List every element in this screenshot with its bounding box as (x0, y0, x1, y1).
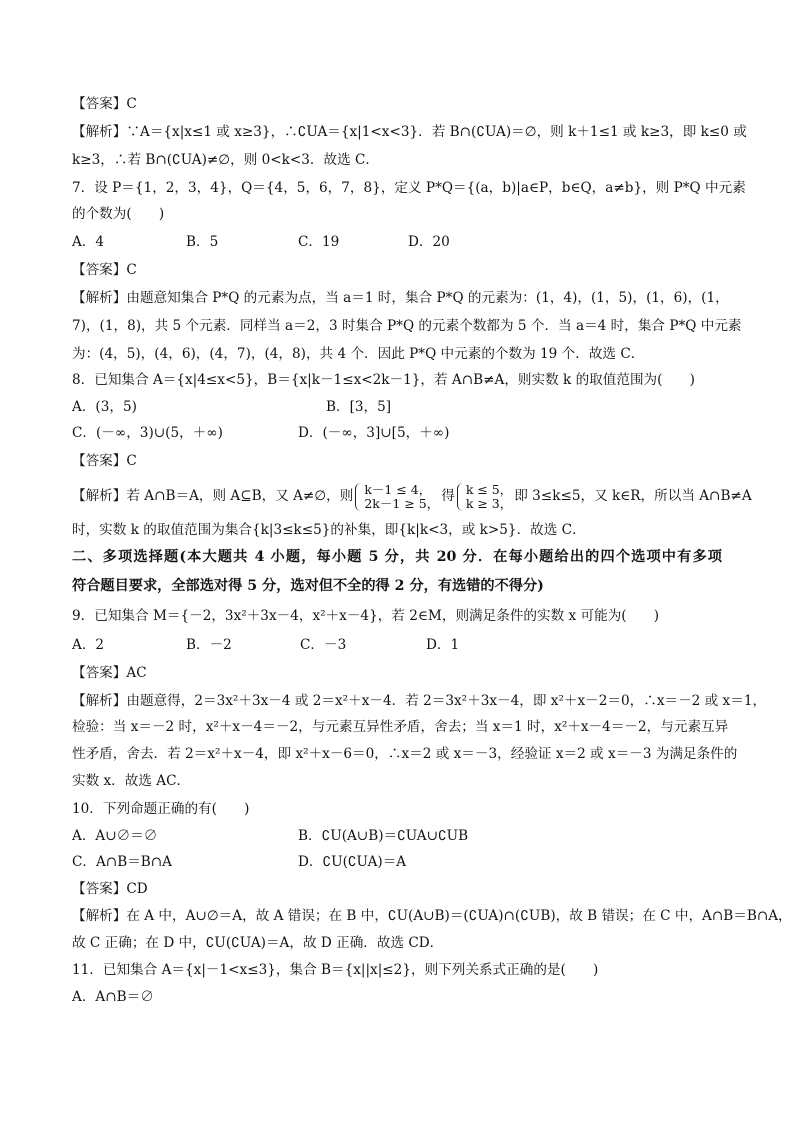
q7-option-b: B．5 (186, 234, 219, 250)
q7-option-c: C．19 (298, 234, 340, 250)
answer-q10: 【答案】CD (72, 881, 148, 897)
answer-q9: 【答案】AC (72, 665, 147, 681)
q8-option-a: A．(3，5) (72, 399, 137, 415)
question-7-line1: 7．设 P＝{1，2，3，4}，Q＝{4，5，6，7，8}，定义 P*Q＝{(a，b)|a∈P，b∈Q，a≠b}，则 P*Q 中元素 (72, 180, 746, 196)
q9-option-a: A．2 (72, 637, 105, 653)
explanation-q6-line1: 【解析】∵A＝{x|x≤1 或 x≥3}，∴∁UA＝{x|1<x<3}．若 B∩(∁UA)＝∅，则 k＋1≤1 或 k≥3，即 k≤0 或 (72, 124, 747, 140)
q11-option-a: A．A∩B＝∅ (72, 989, 154, 1005)
explanation-q9-line4: 实数 x．故选 AC． (72, 773, 191, 789)
question-9: 9．已知集合 M＝{－2，3x²＋3x－4，x²＋x－4}，若 2∈M，则满足条件的实数 x 可能为( ) (72, 608, 660, 624)
q7-option-d: D．20 (408, 234, 450, 250)
question-9-options (72, 636, 722, 654)
system2-row1: k ≤ 5， (465, 481, 513, 497)
explanation-q7-line3: 为：(4，5)，(4，6)，(4，7)，(4，8)，共 4 个．因此 P*Q 中元素的个数为 19 个．故选 C． (72, 346, 645, 362)
explanation-q9-line3: 性矛盾，舍去．若 2＝x²＋x－4，即 x²＋x－6＝0，∴x＝2 或 x＝－3，经验证 x＝2 或 x＝－3 为满足条件的 (72, 746, 738, 762)
inequality-system-1 (355, 483, 439, 511)
explanation-q9-line1: 【解析】由题意得，2＝3x²＋3x－4 或 2＝x²＋x－4．若 2＝3x²＋3x－4，即 x²＋x－2＝0，∴x＝－2 或 x＝1， (72, 693, 767, 709)
q7-option-a: A．4 (72, 234, 105, 250)
answer-q6: 【答案】C (72, 96, 137, 112)
q8-option-c: C．(－∞，3)∪(5，＋∞) (72, 425, 223, 441)
answer-q7: 【答案】C (72, 262, 137, 278)
section-heading-line2: 符合题目要求，全部选对得 5 分，选对但不全的得 2 分，有选错的不得分) (72, 578, 544, 594)
q10-option-b: B．∁U(A∪B)＝∁UA∪∁UB (298, 828, 469, 844)
question-8-options-row1 (72, 398, 722, 416)
question-7-line2: 的个数为( ) (72, 206, 165, 222)
inequality-system-2 (457, 483, 512, 511)
explanation-q8-text-a: 【解析】若 A∩B＝A，则 A⊆B，又 A≠∅，则 (72, 488, 354, 504)
explanation-q7-line1: 【解析】由题意知集合 P*Q 的元素为点，当 a＝1 时，集合 P*Q 的元素为：(1，4)，(1，5)，(1，6)，(1， (72, 290, 729, 306)
q9-option-b: B．－2 (186, 637, 232, 653)
system1-row2: 2k－1 ≥ 5， (364, 495, 440, 511)
explanation-q8-line2: 时，实数 k 的取值范围为集合{k|3≤k≤5}的补集，即{k|k<3，或 k>5}．故选 C． (72, 522, 586, 538)
explanation-q7-line2: 7)，(1，8)，共 5 个元素．同样当 a＝2，3 时集合 P*Q 的元素个数都为 5 个．当 a＝4 时，集合 P*Q 中元素 (72, 318, 742, 334)
explanation-q8-line1 (72, 478, 752, 514)
q8-option-b: B．[3，5] (326, 399, 392, 415)
system2-row2: k ≥ 3， (465, 495, 513, 511)
q9-option-c: C．－3 (300, 637, 347, 653)
system1-row1: k－1 ≤ 4， (364, 481, 432, 497)
question-10-options-row2 (72, 853, 722, 871)
explanation-q9-line2: 检验：当 x＝－2 时，x²＋x－4＝－2，与元素互异性矛盾，舍去；当 x＝1 时，x²＋x－4＝－2，与元素互异 (72, 719, 729, 735)
q8-option-d: D．(－∞，3]∪[5，＋∞) (298, 425, 450, 441)
q10-option-c: C．A∩B＝B∩A (72, 854, 172, 870)
question-10: 10．下列命题正确的有( ) (72, 801, 250, 817)
explanation-q6-line2: k≥3，∴若 B∩(∁UA)≠∅，则 0<k<3．故选 C． (72, 152, 380, 168)
explanation-q8-text-b: 即 3≤k≤5，又 k∈R，所以当 A∩B≠A (514, 488, 752, 504)
question-7-options (72, 233, 722, 251)
question-8-options-row2 (72, 424, 722, 442)
q9-option-d: D．1 (426, 637, 460, 653)
explanation-q8-text-mid: 得 (441, 488, 455, 504)
q10-option-d: D．∁U(∁UA)＝A (298, 854, 407, 870)
answer-q8: 【答案】C (72, 453, 137, 469)
question-8: 8．已知集合 A＝{x|4≤x<5}，B＝{x|k－1≤x<2k－1}，若 A∩B≠A，则实数 k 的取值范围为( ) (72, 372, 695, 388)
q10-option-a: A．A∪∅＝∅ (72, 828, 158, 844)
section-heading-line1: 二、多项选择题(本大题共 4 小题，每小题 5 分，共 20 分．在每小题给出的四个选项中有多项 (72, 549, 722, 565)
question-10-options-row1 (72, 827, 722, 845)
explanation-q10-line2: 故 C 正确；在 D 中，∁U(∁UA)＝A，故 D 正确．故选 CD． (72, 935, 444, 951)
question-11: 11．已知集合 A＝{x|－1<x≤3}，集合 B＝{x||x|≤2}，则下列关系式正确的是( ) (72, 962, 599, 978)
explanation-q10-line1: 【解析】在 A 中，A∪∅＝A，故 A 错误；在 B 中，∁U(A∪B)＝(∁UA)∩(∁UB)，故 B 错误；在 C 中，A∩B＝B∩A， (72, 908, 792, 924)
